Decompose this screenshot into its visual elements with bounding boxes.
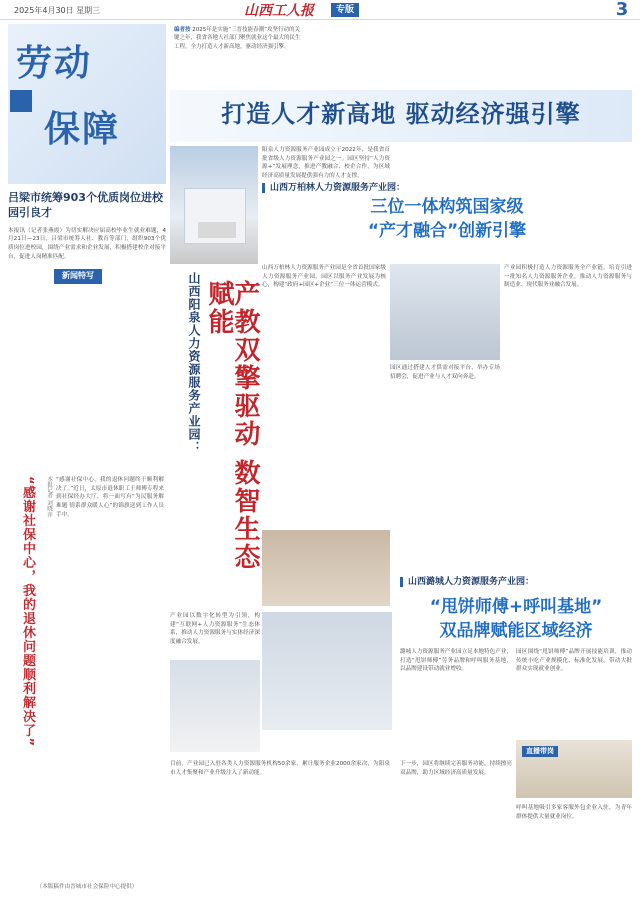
news-feature-tag: 新闻特写 (54, 269, 102, 284)
industrial-park-photo (170, 146, 258, 264)
service-center-photo (262, 530, 390, 606)
feature-article-body: “感谢社保中心，我的退休问题终于顺利解决了。”近日，太原市退休职工王师傅专程来到社保经办大厅，将一面写有“为民服务解难题 情系群众暖人心”的锦旗送到工作人员手中。 (56, 477, 164, 518)
lucheng-headline (400, 596, 632, 644)
lucheng-body-3: 呼叫基地吸引多家客服外包企业入驻，为青年群体提供大量就业岗位。 (516, 805, 632, 820)
training-photo (170, 660, 260, 752)
livestream-tag: 直播带岗 (522, 746, 558, 757)
wanbailin-body-1: 山西万柏林人力资源服务产业园是全省首批国家级人力资源服务产业园，园区以服务产业发展为核心，构建“政府+园区+企业”三位一体运营模式。 (262, 265, 386, 289)
banner-title: 打造人才新高地 驱动经济强引擎 (221, 100, 581, 128)
wanbailin-headline-line2: “产才融合”创新引擎 (367, 220, 527, 241)
wanbailin-headline (262, 196, 632, 243)
wanbailin-org-title: 山西万柏林人力资源服务产业园： (262, 182, 632, 194)
wanbailin-body-2: 产业园积极打造人力资源服务全产业链，培育引进一批知名人力资源服务企业，推动人力资源服务与制造业、现代服务业融合发展。 (504, 265, 632, 289)
page-credit: （本版稿件由晋城市社会保险中心提供） (36, 884, 138, 890)
lucheng-headline-line2: 双品牌赋能区域经济 (439, 620, 593, 641)
livestream-photo (516, 740, 632, 798)
lucheng-body-4: 下一步，园区将继续完善服务功能，持续擦亮双品牌，助力区域经济高质量发展。 (400, 761, 512, 776)
lucheng-org-title: 山西潞城人力资源服务产业园： (400, 576, 632, 588)
lucheng-body-1: 潞城人力资源服务产业园立足本地特色产业，打造“甩饼师傅”劳务品牌和呼叫服务基地，以品牌建设带动就业增收。 (400, 649, 512, 673)
yangquan-org-title: 山西阳泉人力资源服务产业园： (187, 272, 201, 454)
yangquan-headline: 产教双擎驱动 数智生态赋能 (204, 280, 260, 572)
page-header-strip (0, 0, 640, 20)
decorative-square (10, 90, 32, 112)
section-title-line2: 保障 (44, 109, 121, 150)
yangquan-body-4: 目前，产业园已入驻各类人力资源服务机构50余家，累计服务企业2000余家次，为阳泉市人才集聚和产业升级注入了新动能。 (170, 761, 390, 776)
lucheng-headline-line1: “甩饼师傅+呼叫基地” (429, 597, 603, 617)
issue-date: 2025年4月30日 星期三 (14, 6, 101, 15)
special-edition-tag: 专版 (331, 3, 359, 17)
section-title-line1: 劳动 (16, 43, 93, 84)
feature-vertical-title: “感谢社保中心，我的退休问题顺利解决了” (20, 476, 35, 748)
left-article-body: 本报讯（记者张燕霞）为切实解决应届高校毕业生就业难题，4月21日—23日，吕梁市统筹人社、教育等部门，组织903个优质岗位进校园，围绕产业需求和企业发展，积极搭建校企对接平台，促进人岗精准匹配。 (8, 227, 166, 260)
lucheng-body-2: 园区围绕“甩饼师傅”品牌开展技能培训，推动传统小吃产业规模化、标准化发展，带动大批群众实现就业创业。 (516, 649, 632, 673)
call-center-photo (262, 612, 392, 730)
yangquan-body-1: 阳泉人力资源服务产业园成立于2022年，是我省首批省级人力资源服务产业园之一。园区坚持“人力资源+”发展理念，推进产教融合、校企合作，为区域经济高质量发展提供强有力的人才支撑。 (262, 147, 390, 179)
sign-shape (198, 222, 236, 238)
feature-byline: 本报记者 刘晓萍 (46, 476, 52, 517)
section-title-block (8, 24, 166, 184)
job-fair-photo (390, 264, 500, 360)
wanbailin-headline-line1: 三位一体构筑国家级 (370, 197, 524, 217)
editor-note-text: 2025年是实施“三晋技能春潮”攻坚行动的关键之年，我省各地人社部门聚焦就业这个最大的民生工程，全力打造人才新高地，驱动经济强引擎。 (174, 27, 301, 50)
editor-note-label: 编者按 (174, 27, 191, 33)
yangquan-body-2: 产业园以数字化转型为引领，构建“互联网+人力资源服务”生态体系，推动人力资源服务与实体经济深度融合发展。 (170, 613, 260, 645)
newspaper-masthead: 山西工人报 (244, 3, 314, 19)
left-headline: 吕梁市统筹903个优质岗位进校园引良才 (8, 191, 163, 220)
editor-note (174, 26, 302, 86)
left-column (8, 190, 166, 290)
page-banner (170, 90, 632, 142)
wanbailin-body-3: 园区通过搭建人才供需对接平台，举办专场招聘会，促进产业与人才双向奔赴。 (390, 365, 500, 380)
page-number: 3 (615, 0, 629, 20)
